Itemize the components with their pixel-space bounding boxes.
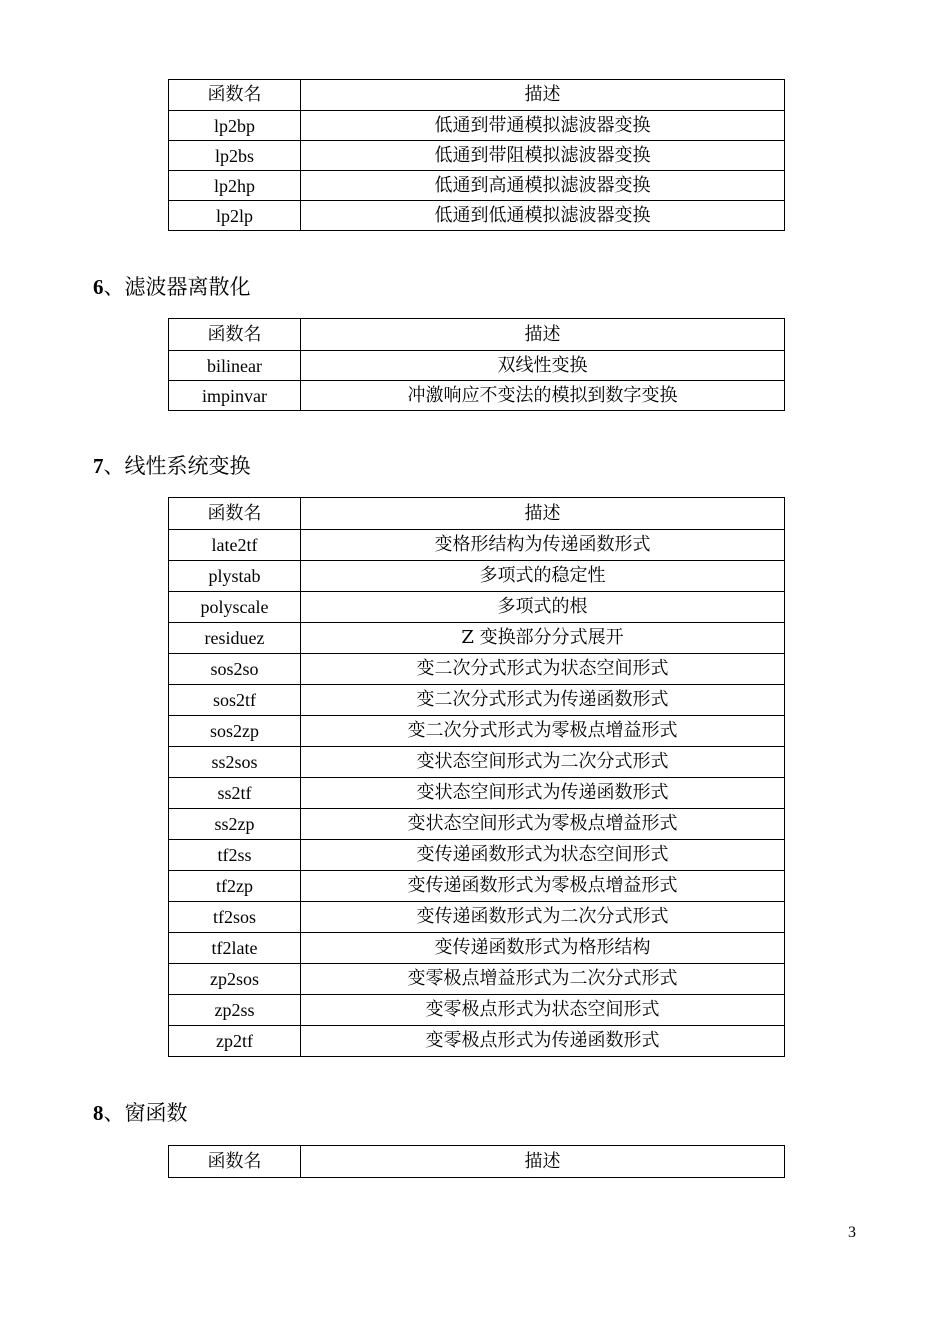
table-filter-discretization: [168, 318, 785, 411]
header-function-name: 函数名: [169, 498, 301, 530]
table-header-row: [169, 319, 785, 351]
header-description: 描述: [301, 319, 785, 351]
header-function-name: 函数名: [169, 80, 301, 111]
section-number: 8: [93, 1101, 104, 1125]
function-name-cell: sos2zp: [169, 716, 301, 747]
function-name-cell: impinvar: [169, 381, 301, 411]
table-lowpass-transform: [168, 79, 785, 231]
function-name-cell: ss2tf: [169, 778, 301, 809]
table-row: [169, 111, 785, 141]
table-row: [169, 381, 785, 411]
description-cell: 低通到带通模拟滤波器变换: [301, 111, 785, 141]
table-row: [169, 623, 785, 654]
table-header-row: [169, 1146, 785, 1178]
description-cell: 变零极点形式为状态空间形式: [301, 995, 785, 1026]
table-linear-system-transform: [168, 497, 785, 1057]
function-name-cell: sos2so: [169, 654, 301, 685]
table-row: [169, 530, 785, 561]
function-name-cell: lp2bs: [169, 141, 301, 171]
header-description: 描述: [301, 1146, 785, 1178]
function-name-cell: polyscale: [169, 592, 301, 623]
table-row: [169, 351, 785, 381]
section-number: 7: [93, 454, 104, 478]
table-row: [169, 809, 785, 840]
description-cell: 变传递函数形式为格形结构: [301, 933, 785, 964]
header-description: 描述: [301, 498, 785, 530]
description-cell: 多项式的根: [301, 592, 785, 623]
header-function-name: 函数名: [169, 1146, 301, 1178]
function-name-cell: plystab: [169, 561, 301, 592]
table-row: [169, 561, 785, 592]
function-name-cell: sos2tf: [169, 685, 301, 716]
table-row: [169, 995, 785, 1026]
section-title: 线性系统变换: [124, 454, 251, 478]
function-name-cell: lp2bp: [169, 111, 301, 141]
description-cell: 变格形结构为传递函数形式: [301, 530, 785, 561]
description-cell: 冲激响应不变法的模拟到数字变换: [301, 381, 785, 411]
table-row: [169, 201, 785, 231]
description-cell: 变二次分式形式为状态空间形式: [301, 654, 785, 685]
function-name-cell: ss2zp: [169, 809, 301, 840]
table-row: [169, 902, 785, 933]
table-row: [169, 685, 785, 716]
description-cell: 变传递函数形式为零极点增益形式: [301, 871, 785, 902]
description-cell: 变传递函数形式为状态空间形式: [301, 840, 785, 871]
table-row: [169, 747, 785, 778]
function-name-cell: lp2lp: [169, 201, 301, 231]
header-function-name: 函数名: [169, 319, 301, 351]
description-cell: 多项式的稳定性: [301, 561, 785, 592]
function-name-cell: zp2sos: [169, 964, 301, 995]
function-name-cell: zp2ss: [169, 995, 301, 1026]
table-header-row: [169, 498, 785, 530]
function-name-cell: lp2hp: [169, 171, 301, 201]
description-cell: 低通到带阻模拟滤波器变换: [301, 141, 785, 171]
section-heading-6: [93, 277, 251, 298]
table-row: [169, 654, 785, 685]
function-name-cell: tf2sos: [169, 902, 301, 933]
table-row: [169, 141, 785, 171]
section-heading-8: [93, 1103, 188, 1124]
section-number: 6: [93, 275, 104, 299]
function-name-cell: ss2sos: [169, 747, 301, 778]
function-name-cell: bilinear: [169, 351, 301, 381]
table-row: [169, 871, 785, 902]
table-row: [169, 592, 785, 623]
table-row: [169, 778, 785, 809]
description-cell: 变二次分式形式为零极点增益形式: [301, 716, 785, 747]
table-row: [169, 716, 785, 747]
table-row: [169, 840, 785, 871]
description-cell: 变二次分式形式为传递函数形式: [301, 685, 785, 716]
table-window-functions: [168, 1145, 785, 1178]
table-header-row: [169, 80, 785, 111]
description-cell: 变零极点形式为传递函数形式: [301, 1026, 785, 1057]
function-name-cell: residuez: [169, 623, 301, 654]
description-cell: 低通到低通模拟滤波器变换: [301, 201, 785, 231]
table-row: [169, 171, 785, 201]
function-name-cell: tf2zp: [169, 871, 301, 902]
description-cell: 变状态空间形式为传递函数形式: [301, 778, 785, 809]
table-row: [169, 964, 785, 995]
table-row: [169, 1026, 785, 1057]
section-separator: 、: [103, 454, 125, 478]
section-heading-7: [93, 456, 251, 477]
section-separator: 、: [103, 275, 125, 299]
section-separator: 、: [103, 1101, 125, 1125]
description-cell: Z 变换部分分式展开: [301, 623, 785, 654]
header-description: 描述: [301, 80, 785, 111]
description-cell: 双线性变换: [301, 351, 785, 381]
description-cell: 变零极点增益形式为二次分式形式: [301, 964, 785, 995]
description-cell: 变状态空间形式为零极点增益形式: [301, 809, 785, 840]
function-name-cell: zp2tf: [169, 1026, 301, 1057]
description-cell: 变传递函数形式为二次分式形式: [301, 902, 785, 933]
table-row: [169, 933, 785, 964]
function-name-cell: tf2ss: [169, 840, 301, 871]
section-title: 窗函数: [124, 1101, 188, 1125]
description-cell: 变状态空间形式为二次分式形式: [301, 747, 785, 778]
function-name-cell: tf2late: [169, 933, 301, 964]
section-title: 滤波器离散化: [124, 275, 251, 299]
description-cell: 低通到高通模拟滤波器变换: [301, 171, 785, 201]
page-number: 3: [848, 1224, 856, 1241]
function-name-cell: late2tf: [169, 530, 301, 561]
